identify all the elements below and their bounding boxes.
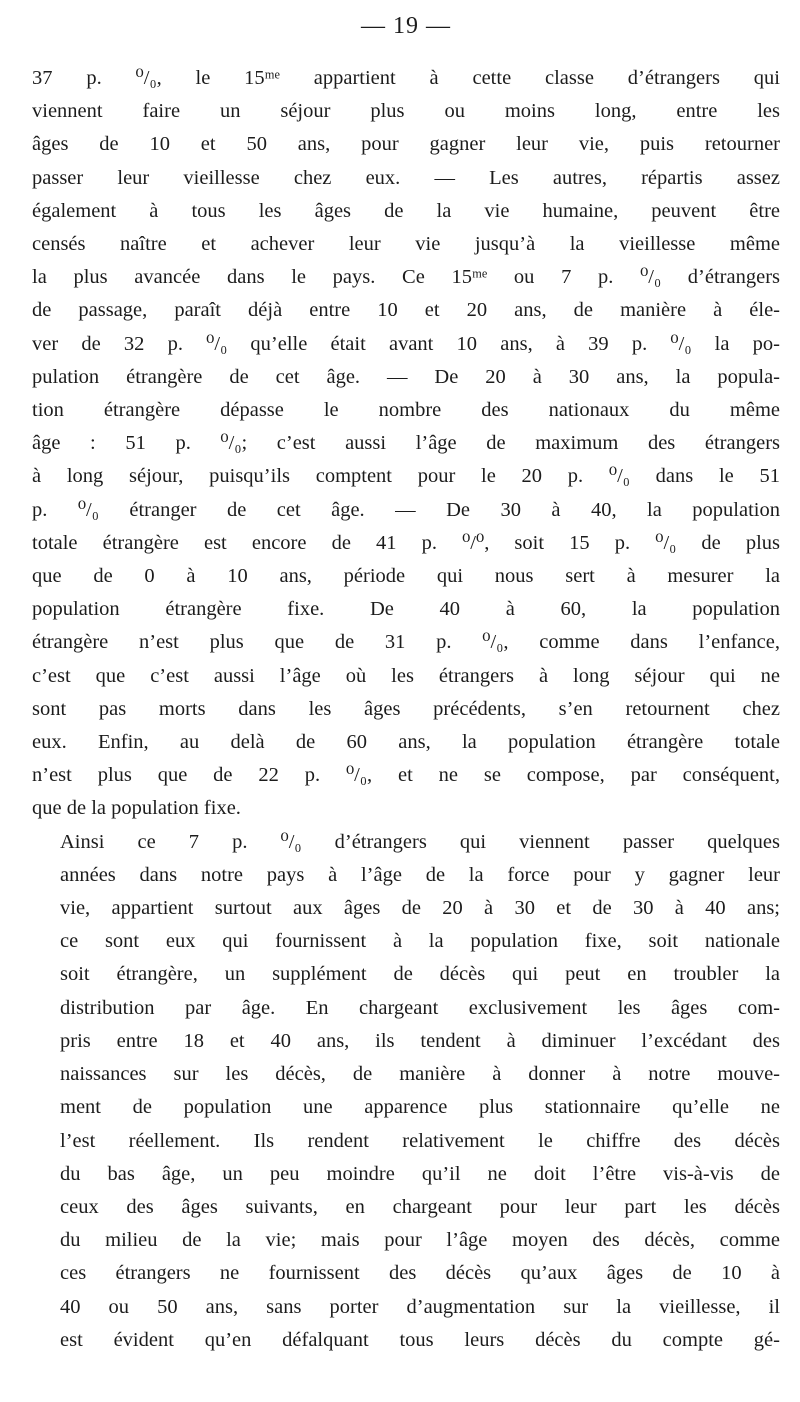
paragraph-1 [32, 62, 780, 826]
text-line: âges de 10 et 50 ans, pour gagner leur vie, puis retourner [32, 133, 780, 156]
text-line: sont pas morts dans les âges précédents, s’en retournent chez [32, 697, 780, 720]
document-page [32, 8, 780, 1357]
text-line: viennent faire un séjour plus ou moins long, entre les [32, 100, 780, 123]
text-line: ment de population une apparence plus stationnaire qu’elle ne [60, 1096, 780, 1119]
text-line: âge : 51 p. ⁰/₀; c’est aussi l’âge de maximum des étrangers [32, 432, 780, 455]
text-line: naissances sur les décès, de manière à donner à notre mouve- [60, 1063, 780, 1086]
text-line: censés naître et achever leur vie jusqu’à la vieillesse même [32, 233, 780, 256]
text-line: du bas âge, un peu moindre qu’il ne doit l’être vis-à-vis de [60, 1162, 780, 1185]
text-line: 40 ou 50 ans, sans porter d’augmentation sur la vieillesse, il [60, 1295, 780, 1318]
text-line: 37 p. ⁰/₀, le 15ᵐᵉ appartient à cette classe d’étrangers qui [32, 67, 780, 89]
text-line: à long séjour, puisqu’ils comptent pour le 20 p. ⁰/₀ dans le 51 [32, 465, 780, 488]
text-line: de passage, paraît déjà entre 10 et 20 ans, de manière à éle- [32, 299, 780, 322]
text-line: est évident qu’en défalquant tous leurs décès du compte gé- [60, 1328, 780, 1351]
text-line: Ainsi ce 7 p. ⁰/₀ d’étrangers qui viennent passer quelques [60, 830, 780, 853]
page-number: — 19 — [361, 13, 451, 39]
text-line: eux. Enfin, au delà de 60 ans, la population étrangère totale [32, 731, 780, 754]
text-line: vie, appartient surtout aux âges de 20 à 30 et de 30 à 40 ans; [60, 897, 780, 920]
text-line: l’est réellement. Ils rendent relativement le chiffre des décès [60, 1129, 780, 1152]
text-line: p. ⁰/₀ étranger de cet âge. — De 30 à 40, la population [32, 498, 780, 521]
text-line: du milieu de la vie; mais pour l’âge moyen des décès, comme [60, 1229, 780, 1252]
text-line: soit étrangère, un supplément de décès qui peut en troubler la [60, 963, 780, 986]
text-line: la plus avancée dans le pays. Ce 15ᵐᵉ ou 7 p. ⁰/₀ d’étrangers [32, 266, 780, 289]
text-line: ceux des âges suivants, en chargeant pour leur part les décès [60, 1195, 780, 1218]
text-line: étrangère n’est plus que de 31 p. ⁰/₀, comme dans l’enfance, [32, 631, 780, 654]
text-line: ver de 32 p. ⁰/₀ qu’elle était avant 10 ans, à 39 p. ⁰/₀ la po- [32, 332, 780, 355]
text-line: que de la population fixe. [32, 797, 241, 820]
text-line: n’est plus que de 22 p. ⁰/₀, et ne se compose, par conséquent, [32, 764, 780, 787]
text-line: pris entre 18 et 40 ans, ils tendent à diminuer l’excédant des [60, 1029, 780, 1052]
text-line: c’est que c’est aussi l’âge où les étrangers à long séjour qui ne [32, 664, 780, 687]
text-line: années dans notre pays à l’âge de la force pour y gagner leur [60, 863, 780, 886]
text-line: pulation étrangère de cet âge. — De 20 à 30 ans, la popula- [32, 365, 780, 388]
text-line: population étrangère fixe. De 40 à 60, la population [32, 598, 780, 621]
text-line: distribution par âge. En chargeant exclusivement les âges com- [60, 996, 780, 1019]
text-line: totale étrangère est encore de 41 p. ⁰/⁰, soit 15 p. ⁰/₀ de plus [32, 531, 780, 554]
text-line: passer leur vieillesse chez eux. — Les autres, répartis assez [32, 166, 780, 189]
text-line: ces étrangers ne fournissent des décès qu’aux âges de 10 à [60, 1262, 780, 1285]
text-line: que de 0 à 10 ans, période qui nous sert à mesurer la [32, 565, 780, 588]
paragraph-2 [32, 826, 780, 1357]
text-line: également à tous les âges de la vie humaine, peuvent être [32, 199, 780, 222]
text-line: ce sont eux qui fournissent à la population fixe, soit nationale [60, 930, 780, 953]
text-line: tion étrangère dépasse le nombre des nationaux du même [32, 399, 780, 422]
